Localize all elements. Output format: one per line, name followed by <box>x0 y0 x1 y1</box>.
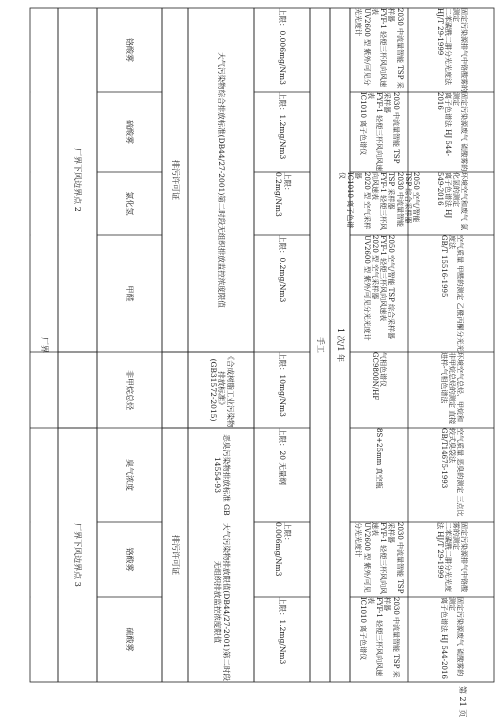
pollutant-cell <box>97 522 162 597</box>
equipment-cell <box>350 597 408 682</box>
equipment-cell <box>350 522 408 597</box>
method-type-cell <box>310 8 330 682</box>
method-cell <box>410 352 494 428</box>
limit-cell <box>254 428 310 522</box>
pollutant-cell <box>97 8 162 92</box>
method-cell <box>410 522 494 597</box>
point-label: 厂界下风边界点 3 <box>73 523 83 587</box>
limit-value: 上限：10mg/Nm3 <box>278 352 288 417</box>
limit-cell <box>254 522 310 597</box>
equipment-cell <box>350 352 408 428</box>
standard-cell <box>188 428 254 522</box>
method-cell <box>410 8 494 92</box>
limit-value: 上限：0.006mg/Nm3 <box>274 522 292 577</box>
basis-cell <box>162 428 188 682</box>
pollutant-cell <box>97 352 162 428</box>
standard-text: 大气污染物综合排放标准(DB44/27-2001)第二时段无组织排放监控浓度限值 <box>217 52 227 308</box>
equipment-text: 2030 中流量智能 TSP 采样器 FYF-1 轻便三杯风向风速表 IC1010 离子色谱仪 <box>358 597 400 678</box>
standard-text: 恶臭污染物排放标准 GB 14554-93 <box>213 434 231 516</box>
pollutant-cell <box>97 235 162 352</box>
limit-value: 上限：0.2mg/Nm3 <box>278 235 288 303</box>
basis-label: 排污许可证 <box>170 160 180 200</box>
region-label: 厂界 <box>39 337 49 353</box>
method-text: 空气质量 恶臭的测定 三点比较式臭袋法 GB/T14675-1993 <box>439 428 465 517</box>
limit-value: 上限：0.2mg/Nm3 <box>274 172 292 217</box>
standard-cell <box>188 8 254 352</box>
equipment-text: 8S+25mm 真空瓶 <box>375 428 384 489</box>
limit-value: 上限：1.2mg/Nm3 <box>278 92 288 160</box>
equipment-cell <box>350 428 408 522</box>
method-text: 固定污染源废气 硫酸雾的测定 离子色谱法 HJ 544-2016 <box>439 597 465 679</box>
method-cell <box>410 172 494 235</box>
method-text: 空气质量 甲醛的测定 乙酰丙酮分光光度法 GB/T 15516-1995 <box>439 235 465 352</box>
equipment-text: 2050 空气/智能 TSP 综合采样器 2030 中流量智能 TSP 采样器 FYF-1 轻便三杯风向风速表 2020 型 空气采样器 IC1010 离子色谱仪 <box>338 172 421 231</box>
pollutant-label: 铬酸雾 <box>125 38 135 62</box>
point-cell-3 <box>58 428 97 682</box>
limit-cell <box>254 597 310 682</box>
pollutant-label: 氯化氢 <box>125 191 135 216</box>
pollutant-label: 硫酸雾 <box>125 627 135 652</box>
frequency-cell <box>330 8 350 682</box>
equipment-text: 2030 中流量智能 TSP 采样器 FYF-1 轻便三杯风向风速表 IC1010 离子色谱仪 <box>358 92 400 172</box>
limit-value: 上限：1.2mg/Nm3 <box>278 597 288 665</box>
limit-value: 上限：20 无量纲 <box>278 428 288 485</box>
point-label: 厂界下风边界点 2 <box>73 148 83 212</box>
equipment-cell <box>350 8 408 92</box>
pollutant-label: 铬酸雾 <box>125 547 135 572</box>
page-number: 第 21 页 <box>458 686 467 717</box>
equipment-cell <box>350 92 408 172</box>
equipment-cell <box>338 172 421 235</box>
pollutant-label: 非甲烷总烃 <box>125 370 135 410</box>
pollutant-label: 臭气浓度 <box>125 459 135 491</box>
frequency-label: 1 次/1 年 <box>335 328 345 362</box>
method-cell <box>410 235 494 352</box>
region-cell <box>30 8 58 682</box>
pollutant-cell <box>97 172 162 235</box>
equipment-cell <box>350 235 408 352</box>
pollutant-cell <box>97 92 162 172</box>
method-type-label: 手工 <box>315 337 325 353</box>
standard-cell <box>188 352 254 428</box>
method-text: 环境空气和废气 氯化氢的测定 离子色谱法 HJ 549-2016 <box>435 172 469 231</box>
standard-text: 大气污染物排放限值(DB44/27-2001)第二时段无组织排放监控浓度限值 <box>213 522 231 682</box>
limit-cell <box>254 352 310 428</box>
point-cell-2 <box>58 8 97 352</box>
limit-cell <box>254 8 310 92</box>
method-cell <box>410 428 494 522</box>
equipment-text: 2050 空气/智能 TSP 综合采样器 FYF-1 轻便三杯风向风速表 2020 型 空气采样器 UV2600 型 紫外/可见分光光度计 <box>362 235 396 341</box>
method-cell <box>410 92 494 172</box>
pollutant-cell <box>97 597 162 682</box>
basis-cell <box>162 8 188 352</box>
equipment-text: 气相色谱仪 GC9800N/HF <box>371 352 388 401</box>
limit-cell <box>254 235 310 352</box>
pollutant-label: 甲醛 <box>125 285 135 302</box>
standard-cell <box>188 522 254 682</box>
method-text: 环境空气总烃、甲烷和非甲烷总烃的测定 直接进样-气相色谱法 <box>439 352 465 425</box>
method-text: 固定污染源排气中铬酸雾的测定 二苯碳酰二肼分光光度法 HJ/T 29-1999 <box>435 8 469 92</box>
method-cell <box>410 597 494 682</box>
method-text: 固定污染源排气中铬酸雾的测定 二苯碳酰二肼分光光度法 HJ/T 29-1999 <box>435 522 469 592</box>
limit-cell <box>254 92 310 172</box>
basis-label: 排污许可证 <box>170 535 180 575</box>
pollutant-label: 硫酸雾 <box>125 120 135 144</box>
equipment-text: 2030 中流量智能 TSP 采样器 FYF-1 轻便三杯风向风速表 UV2600 型 紫外/可见分光光度计 <box>354 522 404 595</box>
limit-value: 上限：0.006mg/Nm3 <box>278 8 288 85</box>
standard-text: 《合成树脂工业污染物排放标准》(GB31572-2015) <box>208 352 236 428</box>
method-text: 固定污染源废气 硫酸雾的测定 离子色谱法 HJ 544-2016 <box>435 92 469 172</box>
pollutant-cell <box>97 428 162 522</box>
equipment-text: 2030 中流量智能 TSP 采样器 FYF-1 轻便三杯风向风速表 UV2600 型 紫外/可见分光光度计 <box>354 8 404 89</box>
limit-cell <box>254 172 310 235</box>
